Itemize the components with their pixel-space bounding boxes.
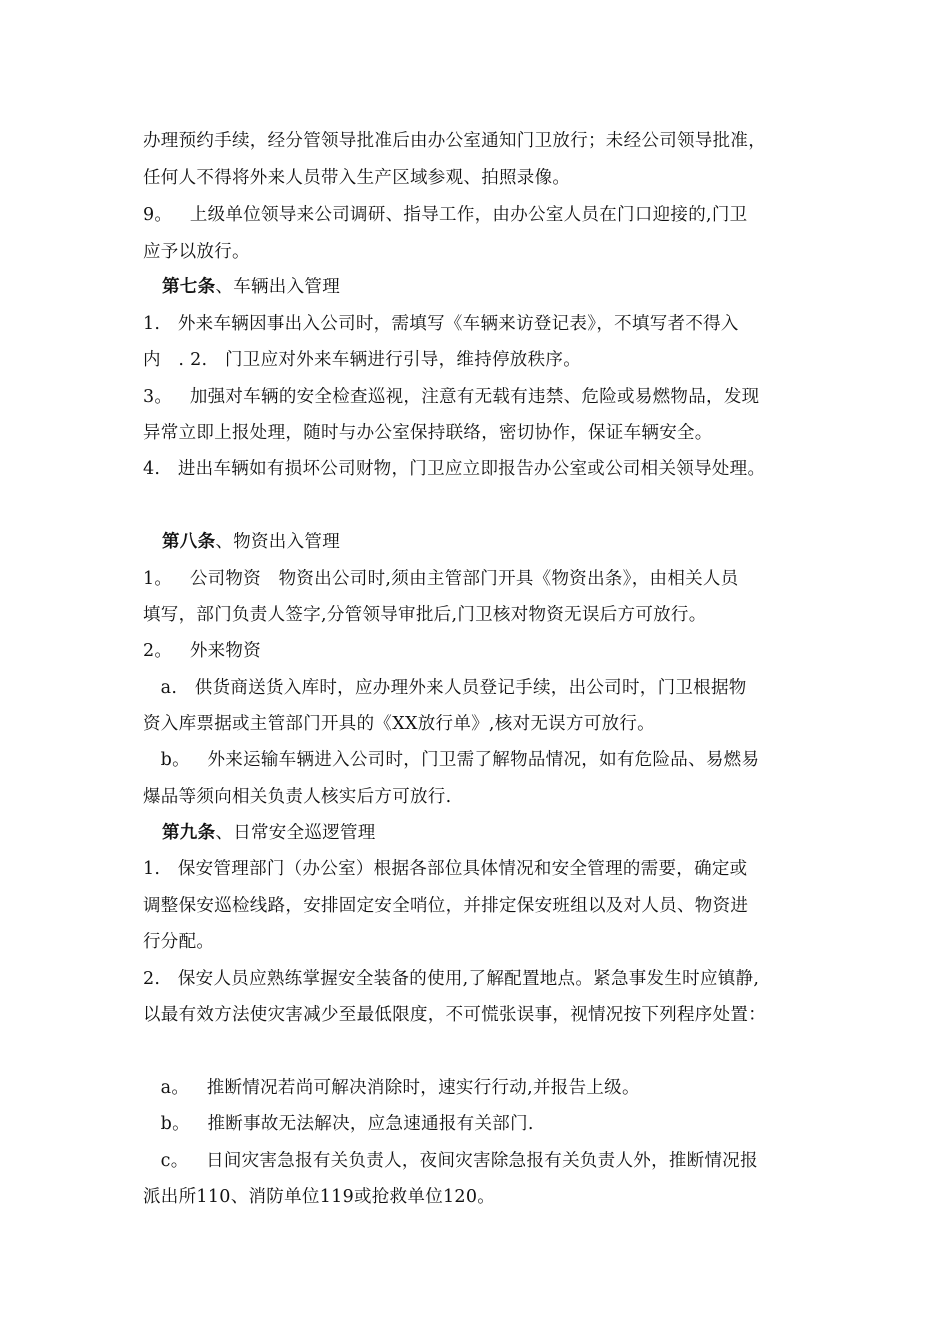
paragraph-line: 调整保安巡检线路，安排固定安全哨位，并排定保安班组以及对人员、物资进 bbox=[143, 896, 749, 916]
article-title: 、日常安全巡逻管理 bbox=[215, 823, 376, 843]
paragraph-line: 2。 外来物资 bbox=[143, 641, 262, 661]
article-number: 第九条 bbox=[162, 823, 216, 843]
article-title: 、车辆出入管理 bbox=[215, 277, 341, 297]
paragraph-line: 3。 加强对车辆的安全检查巡视，注意有无载有违禁、危险或易燃物品，发现 bbox=[143, 387, 760, 407]
paragraph-line: 2. 保安人员应熟练掌握安全装备的使用,了解配置地点。紧急事发生时应镇静, bbox=[143, 969, 760, 989]
paragraph-line: 4. 进出车辆如有损坏公司财物，门卫应立即报告办公室或公司相关领导处理。 bbox=[143, 459, 766, 479]
paragraph-line: 1. 外来车辆因事出入公司时，需填写《车辆来访登记表》，不填写者不得入 bbox=[143, 314, 739, 334]
paragraph-line: a. 供货商送货入库时，应办理外来人员登记手续，出公司时，门卫根据物 bbox=[143, 678, 747, 698]
paragraph-line: 爆品等须向相关负责人核实后方可放行. bbox=[143, 787, 452, 807]
article-heading-8 bbox=[162, 530, 340, 554]
article-heading-7 bbox=[162, 275, 340, 299]
paragraph-line: 内 . 2. 门卫应对外来车辆进行引导，维持停放秩序。 bbox=[143, 350, 581, 370]
paragraph-line: 1。 公司物资 物资出公司时,须由主管部门开具《物资出条》，由相关人员 bbox=[143, 569, 739, 589]
article-title: 、物资出入管理 bbox=[215, 532, 341, 552]
paragraph-line: 行分配。 bbox=[143, 932, 215, 952]
paragraph-line: c。 日间灾害急报有关负责人，夜间灾害除急报有关负责人外，推断情况报 bbox=[143, 1151, 758, 1171]
paragraph-line: 异常立即上报处理，随时与办公室保持联络，密切协作，保证车辆安全。 bbox=[143, 423, 713, 443]
paragraph-line: 1. 保安管理部门（办公室）根据各部位具体情况和安全管理的需要，确定或 bbox=[143, 859, 748, 879]
article-number: 第七条 bbox=[162, 277, 216, 297]
paragraph-line: 派出所110、消防单位119或抢救单位120。 bbox=[143, 1187, 496, 1207]
paragraph-line: a。 推断情况若尚可解决消除时，速实行行动,并报告上级。 bbox=[143, 1078, 640, 1098]
paragraph-line: 以最有效方法使灾害减少至最低限度，不可慌张误事，视情况按下列程序处置： bbox=[143, 1005, 766, 1025]
paragraph-line: 任何人不得将外来人员带入生产区域参观、拍照录像。 bbox=[143, 168, 571, 188]
paragraph-line: 应予以放行。 bbox=[143, 242, 250, 262]
paragraph-line: 9。 上级单位领导来公司调研、指导工作，由办公室人员在门口迎接的,门卫 bbox=[143, 205, 748, 225]
article-number: 第八条 bbox=[162, 532, 216, 552]
paragraph-line: 填写，部门负责人签字,分管领导审批后,门卫核对物资无误后方可放行。 bbox=[143, 605, 707, 625]
paragraph-line: b。 外来运输车辆进入公司时，门卫需了解物品情况，如有危险品、易燃易 bbox=[143, 750, 760, 770]
paragraph-line: 资入库票据或主管部门开具的《XX放行单》,核对无误方可放行。 bbox=[143, 714, 655, 734]
article-heading-9 bbox=[162, 821, 376, 845]
paragraph-line: b。 推断事故无法解决，应急速通报有关部门. bbox=[143, 1114, 534, 1134]
paragraph-line: 办理预约手续，经分管领导批准后由办公室通知门卫放行；未经公司领导批准， bbox=[143, 131, 766, 151]
